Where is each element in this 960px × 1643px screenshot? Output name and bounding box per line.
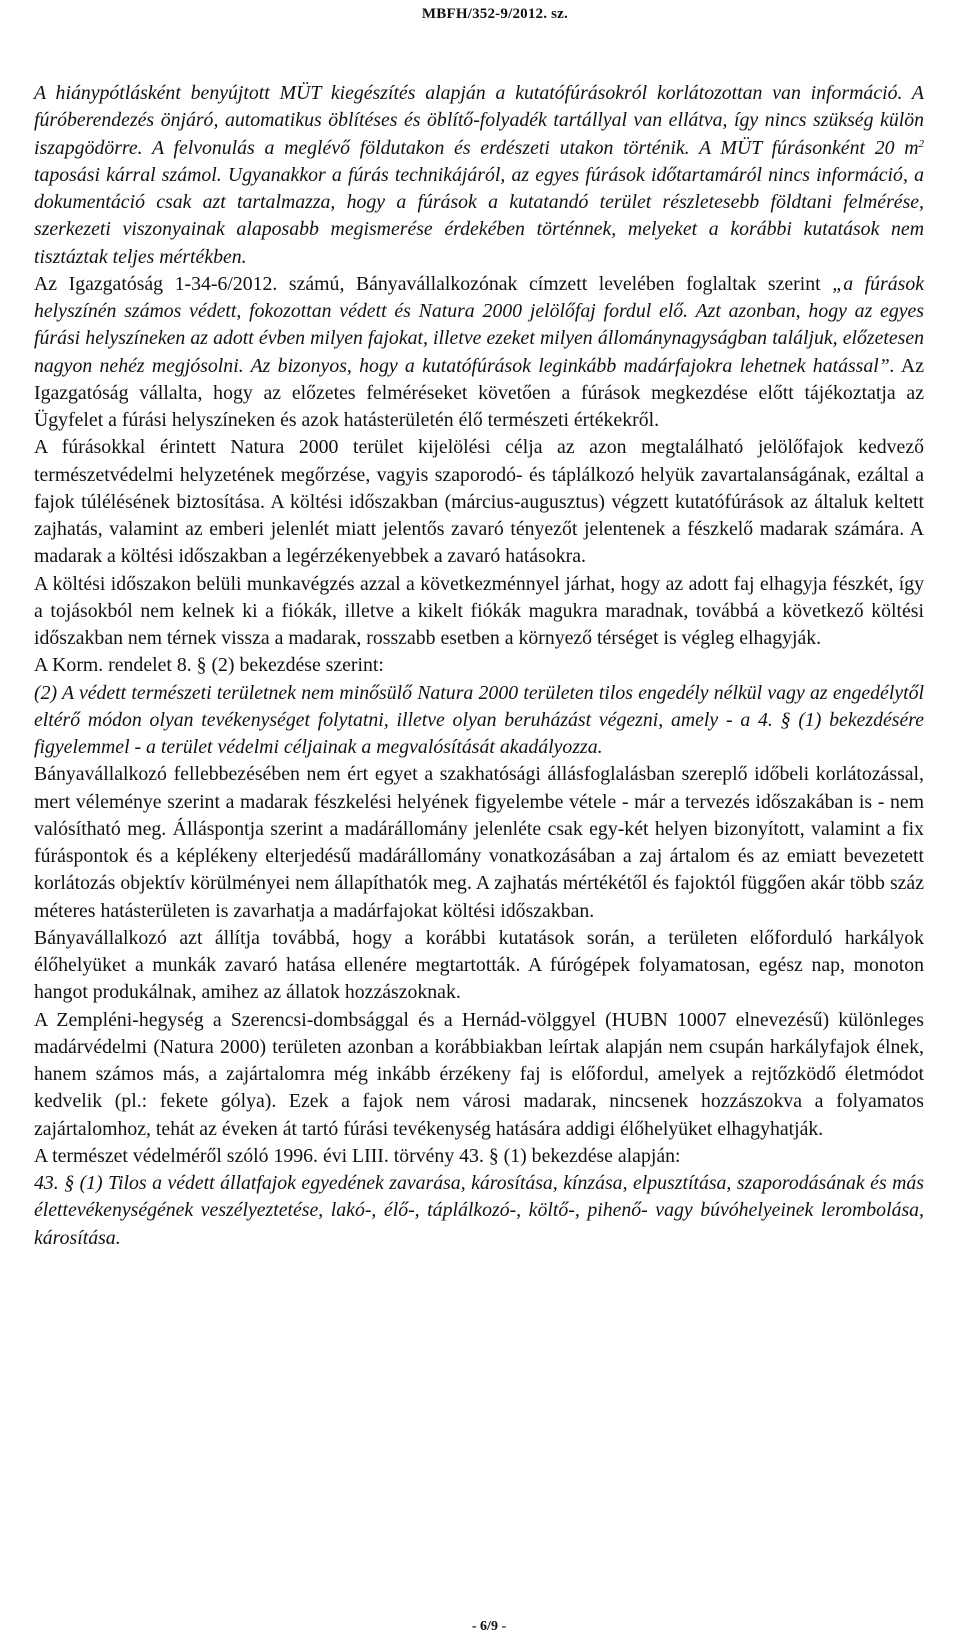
paragraph-drilling-info xyxy=(34,80,924,271)
paragraph-natura-purpose: A fúrásokkal érintett Natura 2000 terület kijelölési célja az azon megtalálható jelölőfajok kedvező természetvédelmi helyzetének megőrzése, vagyis szaporodó- és táplálkozó helyük zavartalanságának, ezáltal a fajok túlélésének biztosítása. A költési időszakban (március-augusztus) végzett kutatófúrások az általuk keltett zajhatás, valamint az emberi jelenlét miatt jelentős zavaró tényezőt jelentenek a fészkelő madarak számára. A madarak a költési időszakban a legérzékenyebbek a zavaró hatásokra. xyxy=(34,436,924,568)
paragraph-woodpeckers: Bányavállalkozó azt állítja továbbá, hogy a korábbi kutatások során, a területen előforduló harkályok élőhelyüket a munkák zavaró hatása ellenére megtartották. A fúrógépek folyamatosan, egész nap, monoton hangot produkálnak, amihez az állatok hozzászoknak. xyxy=(34,926,924,1004)
paragraph-appeal: Bányavállalkozó fellebbezésében nem ért egyet a szakhatósági állásfoglalásban szereplő időbeli korlátozással, mert véleménye szerint a madarak fészkelési helyének figyelembe vétele - már a tervezés időszakában is - nem valósítható meg. Álláspontja szerint a madárállomány jelenléte csak egy-két helyen bizonyított, valamint a fix fúráspontok és a képlékeny elterjedésű madárállomány vonatkozásában a zaj ártalom és az emiatt bevezetett korlátozás objektív körülményei nem állapíthatók meg. A zajhatás mértékétől és fajoktól függően akár több száz méteres hatásterületen is zavarhatja a madárfajokat költési időszakban. xyxy=(34,763,924,922)
page-header xyxy=(0,6,960,23)
quoted-text: „a fúrások helyszínén számos védett, fokozottan védett és Natura 2000 jelölőfaj fordul elő. Azt azonban, hogy az egyes fúrási helyszíneken az adott évben milyen fajokat, illetve ezeket milyen állománynagyságban találjuk, előzetesen nagyon nehéz megjósolni. Az bizonyos, hogy a kutatófúrások leginkább madárfajokra lehetnek hatással”. xyxy=(34,272,924,377)
superscript: 2 xyxy=(918,137,924,150)
document-body xyxy=(34,80,924,1252)
paragraph-directorate-letter xyxy=(34,271,924,435)
paragraph-nesting-consequence: A költési időszakon belüli munkavégzés azzal a következménnyel járhat, hogy az adott faj elhagyja fészkét, így a tojásokból nem kelnek ki a fiókák, illetve a kikelt fiókák magukra maradnak, továbbá a következő költési időszakban nem térnek vissza a madarak, rosszabb esetben a környező térséget is végleg elhagyják. xyxy=(34,572,924,649)
paragraph-text-italic: A hiánypótlásként benyújtott MÜT kiegészítés alapján a kutatófúrásokról korlátozottan van információ. A fúróberendezés önjáró, automatikus öblítéses és öblítő-folyadék tartállyal van ellátva, így nincs szükség külön iszapgödörre. A felvonulás a meglévő földutakon és erdészeti utakon történik. A MÜT fúrásonként 20 m xyxy=(34,82,924,159)
paragraph-text: Az Igazgatóság vállalta, hogy az előzetes felméréseket követően a fúrások megkezdése előtt tájékoztatja az Ügyfelet a fúrási helyszíneken és azok hatásterületén élő természeti értékekről. xyxy=(34,354,924,431)
paragraph-zemplen-species: A Zempléni-hegység a Szerencsi-dombsággal és a Hernád-völggyel (HUBN 10007 elnevezésű) különleges madárvédelmi (Natura 2000) területen azonban a korábbiakban leírtak alapján nem csupán harkályfajok élnek, hanem számos más, a zajártalomra még inkább érzékeny faj is előfordul, amelyek a rejtőzködő életmódot kedvelik (pl.: fekete gólya). Ezek a fajok nem városi madarak, nincsenek hozzászokva a folyamatos zajártalomhoz, tehát az éveken át tartó fúrási tevékenység hatására addigi élőhelyüket elhagyhatják. xyxy=(34,1008,924,1140)
paragraph-text-italic: Ugyanakkor a fúrás technikájáról, az egyes fúrások időtartamáról nincs információ, a dokumentáció csak azt tartalmazza, hogy a fúrások a kutatandó terület részletesebb földtani felmérése, szerkezeti viszonyainak alaposabb megismerése érdekében történnek, melyeket a korábbi kutatások nem tisztáztak teljes mértékben. xyxy=(34,163,924,268)
page-number: - 6/9 - xyxy=(471,1619,507,1634)
document-reference: MBFH/352-9/2012. sz. xyxy=(421,6,568,22)
page-footer xyxy=(0,1619,960,1635)
paragraph-regulation-quote: (2) A védett természeti területnek nem minősülő Natura 2000 területen tilos engedély nélkül vagy az engedélytől eltérő módon olyan tevékenységet folytatni, illetve olyan beruházást végezni, amely - a 4. § (1) bekezdésére figyelemmel - a terület védelmi céljainak a megvalósítását akadályozza. xyxy=(34,681,924,758)
paragraph-text-italic: taposási kárral számol. xyxy=(34,163,228,186)
paragraph-regulation-ref: A Korm. rendelet 8. § (2) bekezdése szerint: xyxy=(34,654,384,677)
paragraph-text: Az Igazgatóság 1-34-6/2012. számú, Bányavállalkozónak címzett levelében foglaltak szerint xyxy=(34,272,833,295)
paragraph-law-ref: A természet védelméről szóló 1996. évi LIII. törvény 43. § (1) bekezdése alapján: xyxy=(34,1144,681,1167)
paragraph-law-quote: 43. § (1) Tilos a védett állatfajok egyedének zavarása, károsítása, kínzása, elpusztítása, szaporodásának és más élettevékenységének veszélyeztetése, lakó-, élő-, táplálkozó-, költő-, pihenő- vagy búvóhelyeinek lerombolása, károsítása. xyxy=(34,1172,924,1249)
